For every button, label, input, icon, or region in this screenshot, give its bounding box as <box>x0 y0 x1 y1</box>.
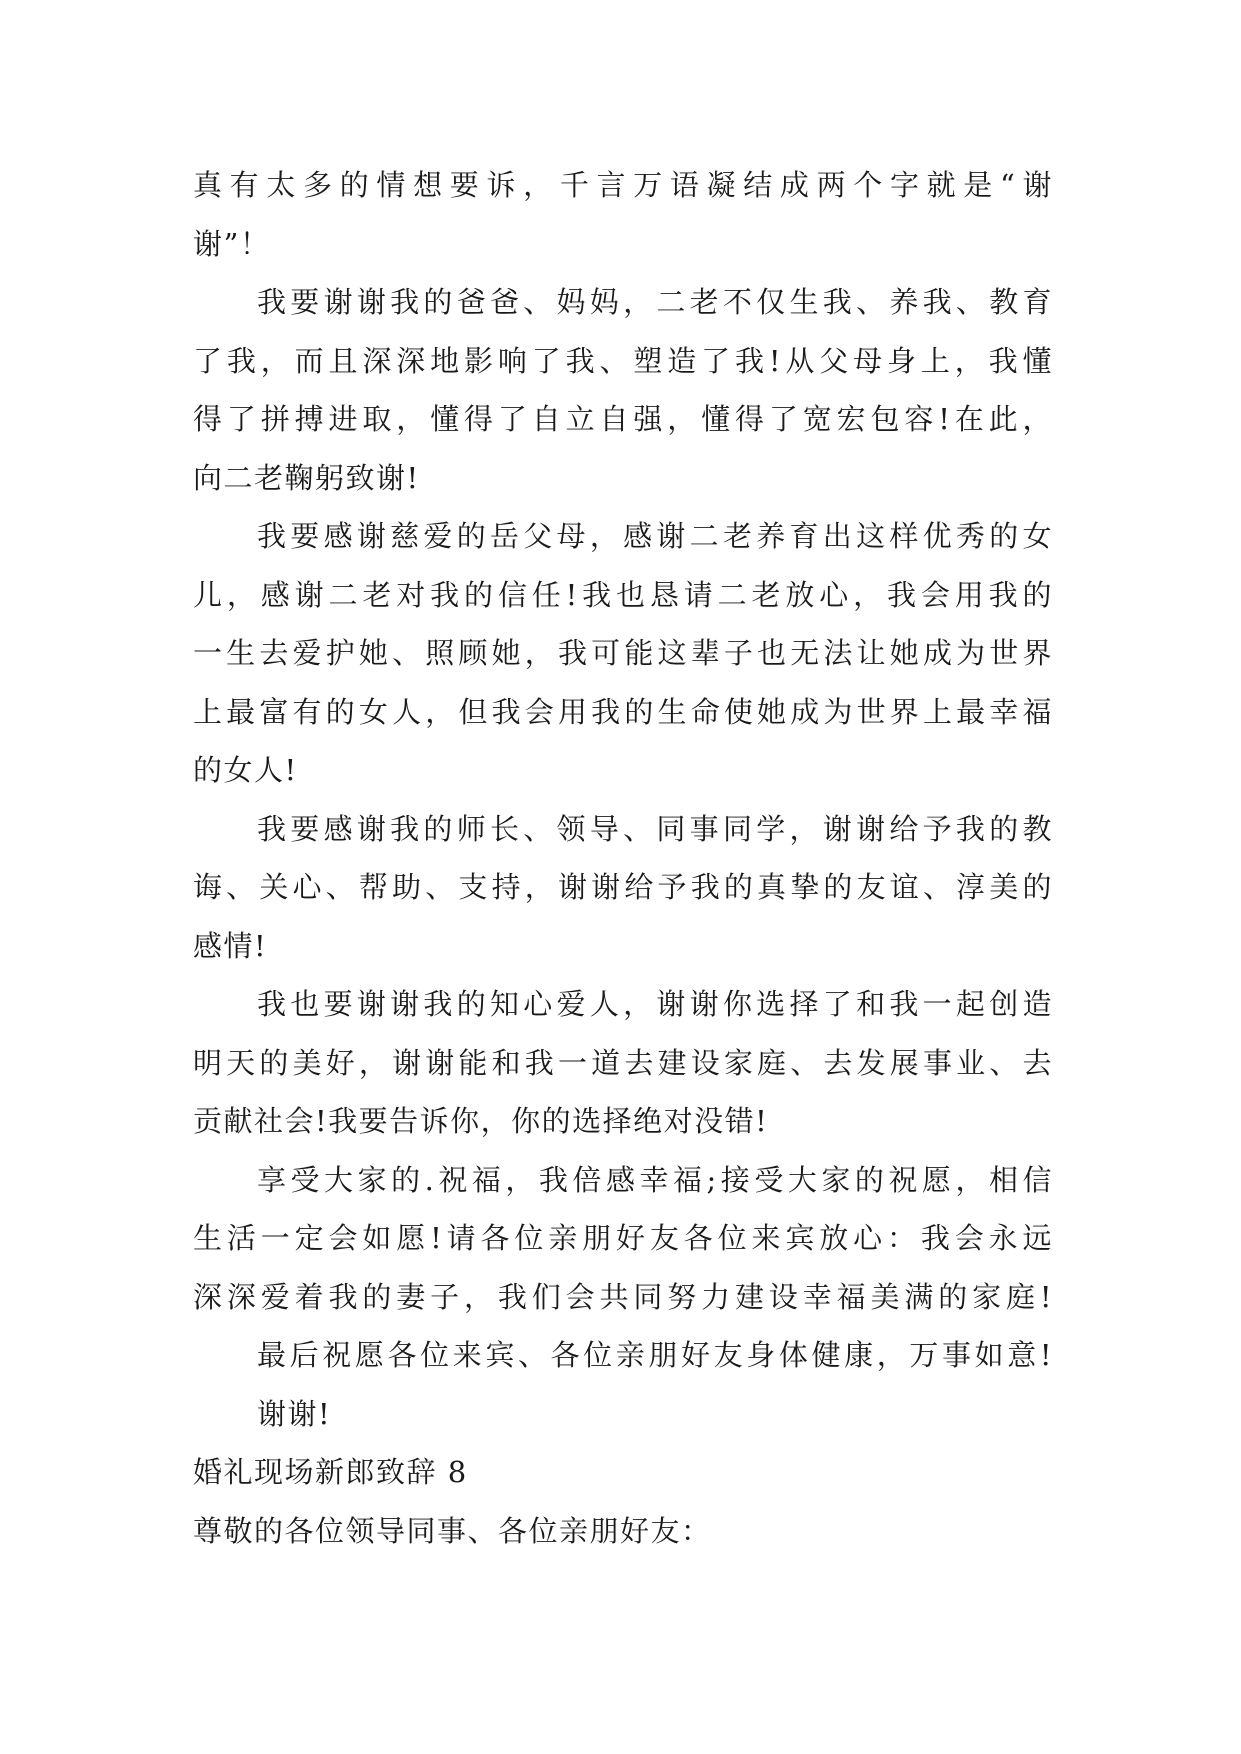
text-line: 深深爱着我的妻子，我们会共同努力建设幸福美满的家庭! <box>193 1279 1053 1314</box>
text-line: 上最富有的女人，但我会用我的生命使她成为世界上最幸福 <box>193 694 1053 729</box>
text-line: 贡献社会!我要告诉你，你的选择绝对没错! <box>193 1104 769 1138</box>
text-line: 生活一定会如愿!请各位亲朋好友各位来宾放心：我会永远 <box>193 1221 1053 1255</box>
text-line: 一生去爱护她、照顾她，我可能这辈子也无法让她成为世界 <box>193 636 1053 670</box>
document-body <box>193 156 1053 1560</box>
paragraph-start-line: 我要谢谢我的爸爸、妈妈，二老不仅生我、养我、教育 <box>257 285 1053 319</box>
text-line: 得了拼搏进取，懂得了自立自强，懂得了宽宏包容!在此， <box>193 402 1053 436</box>
text-line: 明天的美好，谢谢能和我一道去建设家庭、去发展事业、去 <box>193 1045 1053 1080</box>
text-line: 诲、关心、帮助、支持，谢谢给予我的真挚的友谊、淳美的 <box>193 870 1053 904</box>
text-line: 感情! <box>193 928 268 963</box>
paragraph-start-line: 最后祝愿各位来宾、各位亲朋好友身体健康，万事如意! <box>257 1338 1053 1372</box>
paragraph-start-line: 我要感谢我的师长、领导、同事同学，谢谢给予我的教 <box>257 811 1053 846</box>
paragraph-start-line: 我也要谢谢我的知心爱人，谢谢你选择了和我一起创造 <box>257 987 1053 1021</box>
text-line: 了我，而且深深地影响了我、塑造了我!从父母身上，我懂 <box>193 343 1053 378</box>
salutation-line: 尊敬的各位领导同事、各位亲朋好友： <box>193 1513 712 1548</box>
paragraph-start-line: 谢谢! <box>257 1396 332 1431</box>
text-line: 谢”！ <box>193 226 271 261</box>
text-line: 向二老鞠躬致谢! <box>193 460 420 495</box>
text-line: 真有太多的情想要诉，千言万语凝结成两个字就是“谢 <box>193 168 1053 202</box>
paragraph-start-line: 享受大家的.祝福，我倍感幸福;接受大家的祝愿，相信 <box>257 1162 1053 1197</box>
text-line: 的女人! <box>193 753 298 787</box>
section-heading: 婚礼现场新郎致辞 8 <box>193 1455 468 1489</box>
text-line: 儿，感谢二老对我的信任!我也恳请二老放心，我会用我的 <box>193 577 1053 612</box>
paragraph-start-line: 我要感谢慈爱的岳父母，感谢二老养育出这样优秀的女 <box>257 519 1053 553</box>
